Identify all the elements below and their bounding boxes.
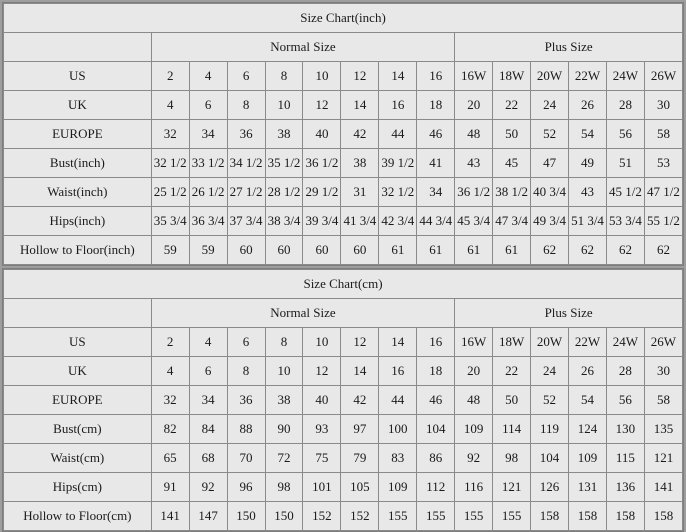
cell: 104: [417, 415, 455, 444]
cell: 100: [379, 415, 417, 444]
cell: 28: [606, 357, 644, 386]
cell: 14: [341, 91, 379, 120]
row-label-europe: EUROPE: [4, 120, 152, 149]
cell: 58: [644, 386, 682, 415]
cell: 155: [455, 502, 493, 531]
cell: 62: [606, 236, 644, 265]
cell: 6: [227, 62, 265, 91]
cell: 22: [493, 91, 531, 120]
cell: 131: [569, 473, 607, 502]
table-row: [4, 444, 683, 473]
cell: 10: [303, 62, 341, 91]
cell: 37 3/4: [227, 207, 265, 236]
cell: 38 1/2: [493, 178, 531, 207]
cell: 4: [189, 328, 227, 357]
cell: 39 1/2: [379, 149, 417, 178]
group-normal-size: Normal Size: [151, 33, 455, 62]
group-plus-size: Plus Size: [455, 33, 683, 62]
table-row: [4, 357, 683, 386]
cell: 58: [644, 120, 682, 149]
group-plus-size: Plus Size: [455, 299, 683, 328]
cell: 96: [227, 473, 265, 502]
cell: 46: [417, 120, 455, 149]
cell: 109: [379, 473, 417, 502]
cell: 4: [151, 357, 189, 386]
cell: 109: [569, 444, 607, 473]
cell: 42 3/4: [379, 207, 417, 236]
cell: 20W: [531, 328, 569, 357]
cell: 42: [341, 120, 379, 149]
row-label-hollow-to-floor: Hollow to Floor(inch): [4, 236, 152, 265]
cell: 32 1/2: [379, 178, 417, 207]
cell: 26 1/2: [189, 178, 227, 207]
cell: 32: [151, 120, 189, 149]
cell: 18W: [493, 62, 531, 91]
cell: 40: [303, 386, 341, 415]
cell: 116: [455, 473, 493, 502]
cell: 6: [189, 91, 227, 120]
table-row: [4, 415, 683, 444]
cell: 43: [455, 149, 493, 178]
row-label-hips: Hips(inch): [4, 207, 152, 236]
cell: 56: [606, 386, 644, 415]
cell: 20W: [531, 62, 569, 91]
cell: 12: [341, 328, 379, 357]
cell: 44 3/4: [417, 207, 455, 236]
cell: 45: [493, 149, 531, 178]
size-chart-cm-table: [3, 269, 683, 531]
cell: 45 3/4: [455, 207, 493, 236]
cell: 36: [227, 386, 265, 415]
cell: 152: [341, 502, 379, 531]
cell: 155: [417, 502, 455, 531]
table-row: [4, 149, 683, 178]
row-label-uk: UK: [4, 357, 152, 386]
cell: 61: [417, 236, 455, 265]
cell: 26: [569, 357, 607, 386]
cell: 36 1/2: [455, 178, 493, 207]
cell: 6: [189, 357, 227, 386]
row-label-hips: Hips(cm): [4, 473, 152, 502]
cell: 26W: [644, 62, 682, 91]
cell: 4: [151, 91, 189, 120]
cell: 12: [341, 62, 379, 91]
cell: 41 3/4: [341, 207, 379, 236]
cell: 60: [227, 236, 265, 265]
cell: 35 1/2: [265, 149, 303, 178]
chart-title: Size Chart(inch): [4, 4, 683, 33]
chart-title: Size Chart(cm): [4, 270, 683, 299]
cell: 14: [379, 62, 417, 91]
cell: 48: [455, 386, 493, 415]
cell: 32 1/2: [151, 149, 189, 178]
cell: 24W: [606, 328, 644, 357]
cell: 88: [227, 415, 265, 444]
chart-group-row: [4, 299, 683, 328]
cell: 92: [455, 444, 493, 473]
cell: 20: [455, 91, 493, 120]
cell: 18W: [493, 328, 531, 357]
cell: 28: [606, 91, 644, 120]
size-chart-inch-table: [3, 3, 683, 265]
cell: 158: [644, 502, 682, 531]
cell: 25 1/2: [151, 178, 189, 207]
cell: 104: [531, 444, 569, 473]
cell: 36 3/4: [189, 207, 227, 236]
cell: 22: [493, 357, 531, 386]
row-label-bust: Bust(inch): [4, 149, 152, 178]
cell: 68: [189, 444, 227, 473]
cell: 60: [303, 236, 341, 265]
cell: 53 3/4: [606, 207, 644, 236]
cell: 49: [569, 149, 607, 178]
cell: 34: [189, 386, 227, 415]
cell: 98: [265, 473, 303, 502]
cell: 42: [341, 386, 379, 415]
size-chart-inch-block: [2, 2, 684, 266]
cell: 62: [569, 236, 607, 265]
cell: 130: [606, 415, 644, 444]
row-label-bust: Bust(cm): [4, 415, 152, 444]
cell: 30: [644, 357, 682, 386]
cell: 114: [493, 415, 531, 444]
cell: 36: [227, 120, 265, 149]
cell: 46: [417, 386, 455, 415]
row-label-hollow-to-floor: Hollow to Floor(cm): [4, 502, 152, 531]
cell: 18: [417, 357, 455, 386]
row-label-waist: Waist(cm): [4, 444, 152, 473]
table-row: [4, 178, 683, 207]
cell: 32: [151, 386, 189, 415]
cell: 38: [265, 120, 303, 149]
table-row: [4, 473, 683, 502]
cell: 2: [151, 328, 189, 357]
cell: 61: [455, 236, 493, 265]
cell: 54: [569, 386, 607, 415]
cell: 135: [644, 415, 682, 444]
cell: 126: [531, 473, 569, 502]
cell: 36 1/2: [303, 149, 341, 178]
cell: 34: [417, 178, 455, 207]
table-row: [4, 207, 683, 236]
cell: 60: [265, 236, 303, 265]
cell: 52: [531, 120, 569, 149]
cell: 20: [455, 357, 493, 386]
cell: 91: [151, 473, 189, 502]
cell: 34: [189, 120, 227, 149]
cell: 2: [151, 62, 189, 91]
cell: 38: [265, 386, 303, 415]
cell: 16: [379, 91, 417, 120]
cell: 54: [569, 120, 607, 149]
cell: 115: [606, 444, 644, 473]
row-label-us: US: [4, 62, 152, 91]
group-normal-size: Normal Size: [151, 299, 455, 328]
cell: 83: [379, 444, 417, 473]
cell: 61: [493, 236, 531, 265]
cell: 56: [606, 120, 644, 149]
cell: 112: [417, 473, 455, 502]
cell: 155: [379, 502, 417, 531]
cell: 8: [227, 357, 265, 386]
cell: 47 1/2: [644, 178, 682, 207]
cell: 124: [569, 415, 607, 444]
cell: 75: [303, 444, 341, 473]
cell: 16W: [455, 62, 493, 91]
cell: 29 1/2: [303, 178, 341, 207]
cell: 152: [303, 502, 341, 531]
cell: 59: [189, 236, 227, 265]
chart-group-row: [4, 33, 683, 62]
cell: 44: [379, 386, 417, 415]
cell: 26: [569, 91, 607, 120]
cell: 51 3/4: [569, 207, 607, 236]
cell: 12: [303, 357, 341, 386]
cell: 24W: [606, 62, 644, 91]
cell: 59: [151, 236, 189, 265]
group-corner-cell: [4, 299, 152, 328]
cell: 61: [379, 236, 417, 265]
cell: 39 3/4: [303, 207, 341, 236]
cell: 121: [644, 444, 682, 473]
table-row: [4, 236, 683, 265]
cell: 60: [341, 236, 379, 265]
cell: 38: [341, 149, 379, 178]
row-label-europe: EUROPE: [4, 386, 152, 415]
table-row: [4, 91, 683, 120]
cell: 16: [417, 62, 455, 91]
cell: 62: [531, 236, 569, 265]
cell: 52: [531, 386, 569, 415]
cell: 31: [341, 178, 379, 207]
cell: 27 1/2: [227, 178, 265, 207]
cell: 119: [531, 415, 569, 444]
chart-title-row: [4, 270, 683, 299]
table-row: [4, 328, 683, 357]
cell: 50: [493, 386, 531, 415]
cell: 16: [417, 328, 455, 357]
cell: 8: [265, 328, 303, 357]
cell: 35 3/4: [151, 207, 189, 236]
cell: 84: [189, 415, 227, 444]
cell: 101: [303, 473, 341, 502]
cell: 158: [569, 502, 607, 531]
cell: 147: [189, 502, 227, 531]
cell: 41: [417, 149, 455, 178]
cell: 30: [644, 91, 682, 120]
cell: 10: [265, 357, 303, 386]
cell: 8: [227, 91, 265, 120]
cell: 28 1/2: [265, 178, 303, 207]
cell: 18: [417, 91, 455, 120]
cell: 141: [644, 473, 682, 502]
cell: 16: [379, 357, 417, 386]
cell: 33 1/2: [189, 149, 227, 178]
cell: 10: [265, 91, 303, 120]
cell: 92: [189, 473, 227, 502]
cell: 90: [265, 415, 303, 444]
cell: 6: [227, 328, 265, 357]
cell: 43: [569, 178, 607, 207]
cell: 4: [189, 62, 227, 91]
cell: 93: [303, 415, 341, 444]
cell: 109: [455, 415, 493, 444]
cell: 44: [379, 120, 417, 149]
cell: 24: [531, 357, 569, 386]
cell: 47: [531, 149, 569, 178]
cell: 53: [644, 149, 682, 178]
cell: 72: [265, 444, 303, 473]
cell: 105: [341, 473, 379, 502]
cell: 82: [151, 415, 189, 444]
cell: 38 3/4: [265, 207, 303, 236]
cell: 8: [265, 62, 303, 91]
cell: 45 1/2: [606, 178, 644, 207]
cell: 121: [493, 473, 531, 502]
cell: 155: [493, 502, 531, 531]
cell: 62: [644, 236, 682, 265]
cell: 150: [265, 502, 303, 531]
cell: 22W: [569, 62, 607, 91]
cell: 14: [341, 357, 379, 386]
cell: 79: [341, 444, 379, 473]
cell: 86: [417, 444, 455, 473]
cell: 70: [227, 444, 265, 473]
cell: 65: [151, 444, 189, 473]
cell: 26W: [644, 328, 682, 357]
group-corner-cell: [4, 33, 152, 62]
cell: 14: [379, 328, 417, 357]
cell: 98: [493, 444, 531, 473]
cell: 158: [531, 502, 569, 531]
cell: 40: [303, 120, 341, 149]
table-row: [4, 120, 683, 149]
cell: 16W: [455, 328, 493, 357]
cell: 47 3/4: [493, 207, 531, 236]
table-row: [4, 62, 683, 91]
cell: 158: [606, 502, 644, 531]
cell: 150: [227, 502, 265, 531]
row-label-us: US: [4, 328, 152, 357]
row-label-waist: Waist(inch): [4, 178, 152, 207]
cell: 97: [341, 415, 379, 444]
cell: 34 1/2: [227, 149, 265, 178]
cell: 50: [493, 120, 531, 149]
row-label-uk: UK: [4, 91, 152, 120]
cell: 141: [151, 502, 189, 531]
cell: 12: [303, 91, 341, 120]
chart-title-row: [4, 4, 683, 33]
cell: 136: [606, 473, 644, 502]
size-chart-cm-block: [2, 268, 684, 532]
cell: 40 3/4: [531, 178, 569, 207]
cell: 22W: [569, 328, 607, 357]
cell: 24: [531, 91, 569, 120]
table-row: [4, 386, 683, 415]
cell: 48: [455, 120, 493, 149]
cell: 55 1/2: [644, 207, 682, 236]
cell: 10: [303, 328, 341, 357]
cell: 51: [606, 149, 644, 178]
table-row: [4, 502, 683, 531]
cell: 49 3/4: [531, 207, 569, 236]
